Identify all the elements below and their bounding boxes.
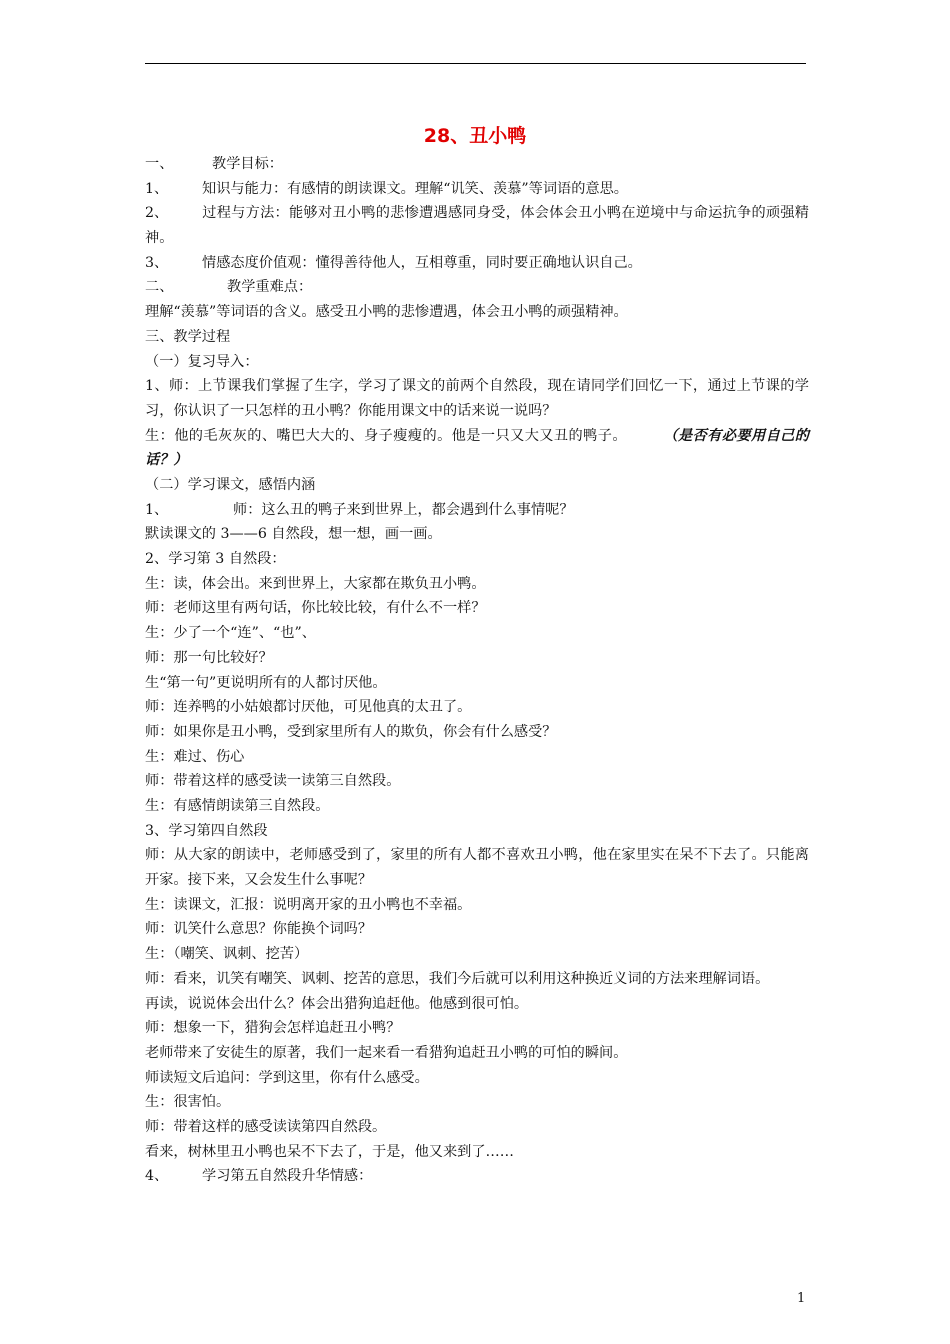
subsection-heading: （一）复习导入：	[145, 353, 259, 370]
list-item-text: 师：这么丑的鸭子来到世界上，都会遇到什么事情呢？	[233, 501, 574, 518]
paragraph: 老师带来了安徒生的原著，我们一起来看一看猎狗追赶丑小鸭的可怕的瞬间。	[145, 1044, 628, 1061]
list-item	[145, 177, 809, 202]
list-number: 1、	[145, 501, 169, 518]
document-title: 28、丑小鸭	[423, 125, 527, 147]
list-item	[145, 498, 809, 523]
teacher-note: （是否有必要用自己的话？）	[145, 427, 809, 469]
paragraph: 师：想象一下，猎狗会怎样追赶丑小鸭？	[145, 1020, 401, 1037]
paragraph: 师：如果你是丑小鸭，受到家里所有人的欺负，你会有什么感受？	[145, 723, 557, 740]
paragraph: 生：有感情朗读第三自然段。	[145, 797, 330, 814]
paragraph: 1、师：上节课我们掌握了生字，学习了课文的前两个自然段，现在请同学们回忆一下，通过上节课的学习，你认识了一只怎样的丑小鸭？你能用课文中的话来说一说吗？	[145, 378, 809, 419]
dialogue-text: 生：他的毛灰灰的、嘴巴大大的、身子瘦瘦的。他是一只又大又丑的鸭子。	[145, 427, 627, 444]
list-item-text: 学习第五自然段升华情感：	[202, 1168, 373, 1185]
list-number: 4、	[145, 1168, 169, 1185]
list-item-text: 情感态度价值观：懂得善待他人，互相尊重，同时要正确地认识自己。	[202, 254, 642, 271]
paragraph: 生“第一句”更说明所有的人都讨厌他。	[145, 674, 387, 691]
list-item	[145, 1164, 809, 1189]
heading-text: 教学重难点：	[227, 279, 313, 296]
paragraph: 师：那一句比较好？	[145, 649, 273, 666]
paragraph: 师读短文后追问：学到这里，你有什么感受。	[145, 1069, 429, 1086]
list-item	[145, 251, 809, 276]
header-rule	[145, 63, 806, 64]
subsection-heading: （二）学习课文，感悟内涵	[145, 477, 316, 494]
paragraph: 再读，说说体会出什么？体会出猎狗追赶他。他感到很可怕。	[145, 995, 529, 1012]
paragraph: 师：带着这样的感受读一读第三自然段。	[145, 773, 401, 790]
paragraph	[145, 424, 809, 473]
paragraph: 生：（嘲笑、讽刺、挖苦）	[145, 946, 309, 963]
paragraph: 生：很害怕。	[145, 1094, 231, 1111]
paragraph: 师：看来，讥笑有嘲笑、讽刺、挖苦的意思，我们今后就可以利用这种换近义词的方法来理解词语。	[145, 970, 770, 987]
paragraph: 生：读，体会出。来到世界上，大家都在欺负丑小鸭。	[145, 575, 486, 592]
paragraph: 生：读课文，汇报：说明离开家的丑小鸭也不幸福。	[145, 896, 472, 913]
paragraph: 师：连养鸭的小姑娘都讨厌他，可见他真的太丑了。	[145, 699, 472, 716]
list-item-text: 知识与能力：有感情的朗读课文。理解“讥笑、羡慕”等词语的意思。	[202, 180, 628, 197]
paragraph: 3、学习第四自然段	[145, 822, 268, 839]
list-item	[145, 201, 809, 250]
section-heading	[145, 152, 809, 177]
list-item-text: 过程与方法：能够对丑小鸭的悲惨遭遇感同身受，体会体会丑小鸭在逆境中与命运抗争的顽强精神。	[145, 205, 809, 247]
heading-text: 教学目标：	[212, 156, 283, 172]
paragraph: 师：老师这里有两句话，你比较比较，有什么不一样？	[145, 600, 486, 617]
paragraph: 看来，树林里丑小鸭也呆不下去了，于是，他又来到了……	[145, 1143, 514, 1160]
section-heading: 三、教学过程	[145, 328, 231, 345]
list-number: 3、	[145, 254, 169, 271]
list-number: 1、	[145, 180, 169, 197]
paragraph: 默读课文的 3——6 自然段，想一想，画一画。	[145, 526, 442, 543]
paragraph: 师：从大家的朗读中，老师感受到了，家里的所有人都不喜欢丑小鸭，他在家里实在呆不下去了。只能离开家。接下来，又会发生什么事呢？	[145, 847, 809, 889]
list-number: 2、	[145, 205, 169, 222]
paragraph: 理解“羡慕”等词语的含义。感受丑小鸭的悲惨遭遇，体会丑小鸭的顽强精神。	[145, 304, 628, 321]
document-body	[145, 152, 809, 1189]
paragraph: 生：难过、伤心	[145, 748, 245, 765]
paragraph: 2、学习第 3 自然段：	[145, 551, 286, 568]
paragraph: 师：讥笑什么意思？你能换个词吗？	[145, 921, 373, 938]
list-number: 二、	[145, 279, 174, 296]
paragraph: 师：带着这样的感受读读第四自然段。	[145, 1118, 387, 1135]
list-number: 一、	[145, 156, 174, 172]
page-number: 1	[797, 1291, 806, 1306]
section-heading	[145, 275, 809, 300]
paragraph: 生：少了一个“连”、“也”、	[145, 625, 316, 642]
